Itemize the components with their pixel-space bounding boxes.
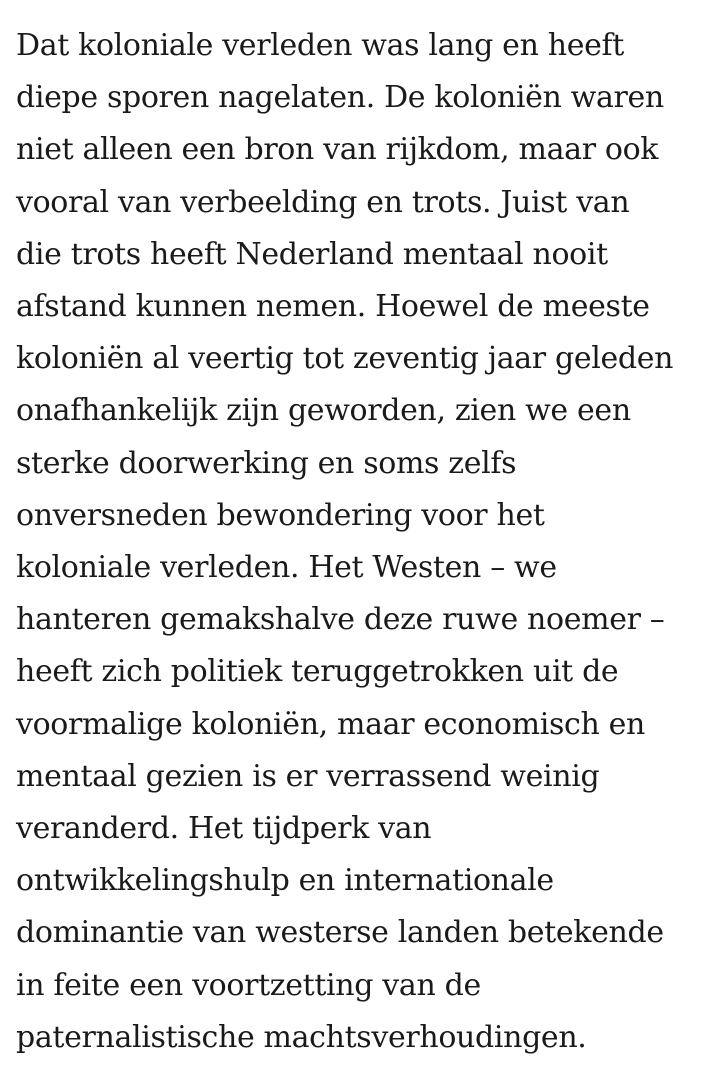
paragraph-line: veranderd. Het tijdperk van — [16, 811, 432, 847]
paragraph-line: niet alleen een bron van rijkdom, maar ook — [16, 132, 659, 168]
paragraph-line: afstand kunnen nemen. Hoewel de meeste — [16, 289, 650, 325]
paragraph-line: onafhankelijk zijn geworden, zien we een — [16, 393, 631, 429]
paragraph-line: diepe sporen nagelaten. De koloniën waren — [16, 80, 664, 116]
paragraph-line: koloniale verleden. Het Westen – we — [16, 550, 557, 586]
paragraph-line: paternalistische machtsverhoudingen. — [16, 1019, 587, 1055]
paragraph-line: die trots heeft Nederland mentaal nooit — [16, 236, 608, 272]
paragraph-line: voormalige koloniën, maar economisch en — [16, 706, 646, 742]
paragraph-line: onversneden bewondering voor het — [16, 497, 545, 533]
article-paragraph — [16, 20, 716, 1064]
paragraph-line: mentaal gezien is er verrassend weinig — [16, 758, 600, 794]
paragraph-line: dominantie van westerse landen betekende — [16, 915, 664, 951]
paragraph-line: heeft zich politiek teruggetrokken uit de — [16, 654, 619, 690]
paragraph-line: in feite een voortzetting van de — [16, 967, 481, 1003]
paragraph-line: koloniën al veertig tot zeventig jaar geleden — [16, 341, 674, 377]
paragraph-line: hanteren gemakshalve deze ruwe noemer – — [16, 602, 665, 638]
paragraph-line: vooral van verbeelding en trots. Juist van — [16, 184, 630, 220]
paragraph-line: sterke doorwerking en soms zelfs — [16, 445, 517, 481]
paragraph-line: Dat koloniale verleden was lang en heeft — [16, 28, 624, 63]
paragraph-line: ontwikkelingshulp en internationale — [16, 863, 554, 899]
